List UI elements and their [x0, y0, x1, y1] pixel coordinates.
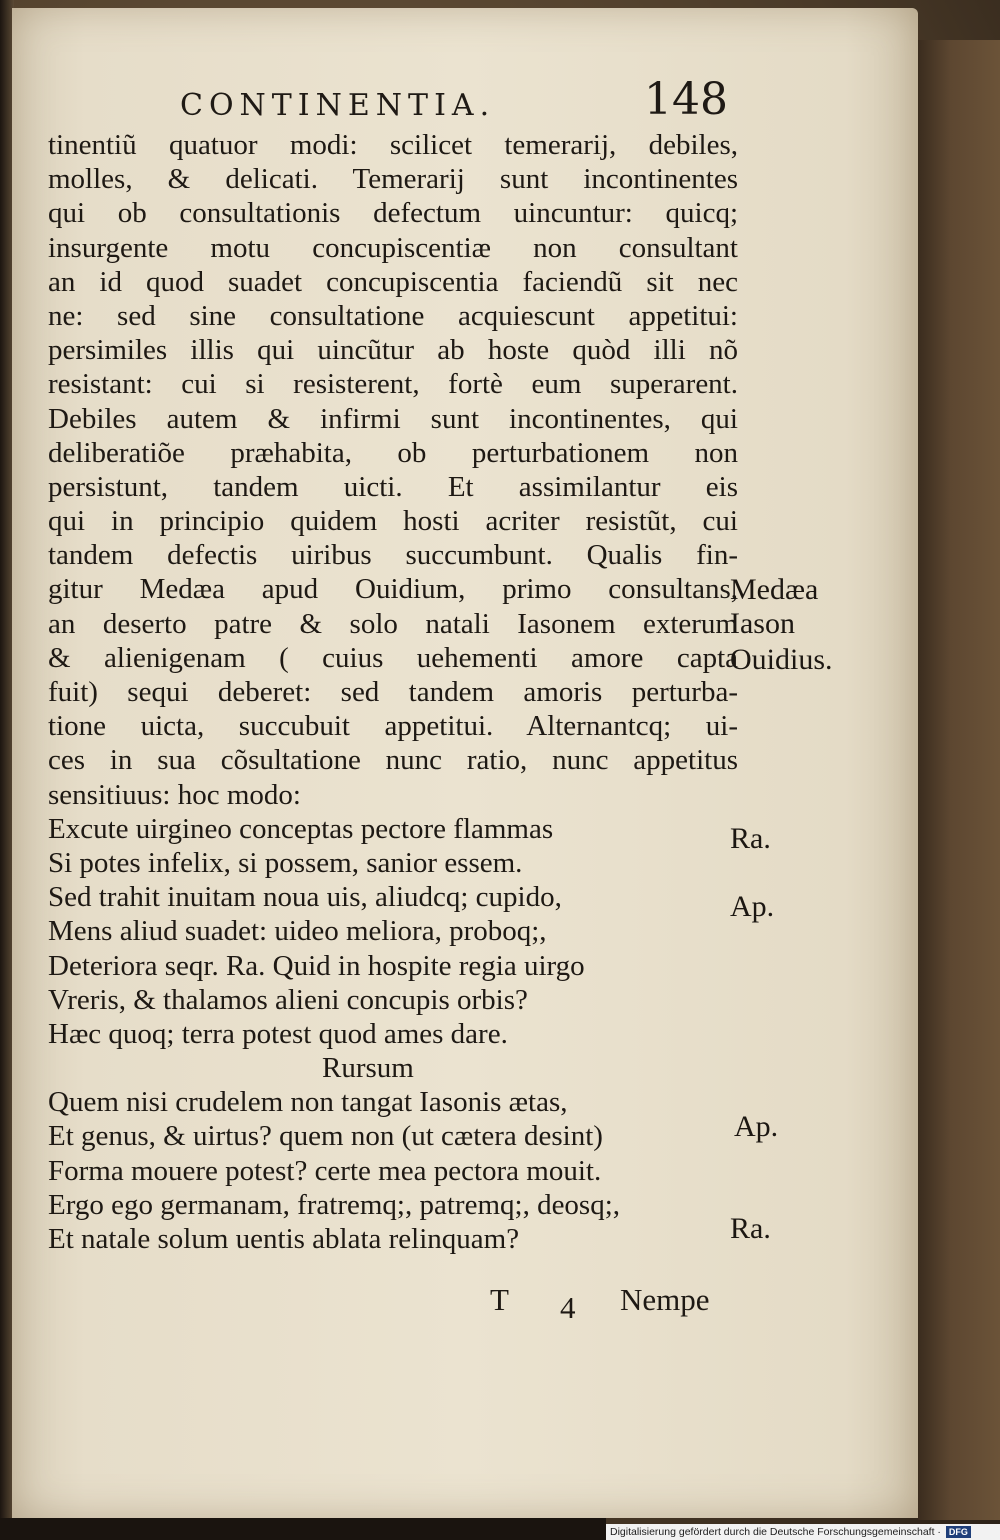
verse-line: Si potes infelix, si possem, sanior essem. [48, 846, 523, 879]
scan-bottom-margin [0, 1518, 606, 1540]
verse-block-a [48, 812, 738, 1051]
text-line: an deserto patre & solo natali Iasonem exterum [48, 607, 738, 640]
margin-note-ouidius: Ouidius. [730, 643, 833, 676]
page-header [180, 74, 740, 128]
verse-line: Forma mouere potest? certe mea pectora mouit. [48, 1154, 602, 1187]
text-line: molles, & delicati. Temerarij sunt incontinentes [48, 163, 738, 196]
text-line: persistunt, tandem uicti. Et assimilantur eis [48, 470, 738, 503]
verse-line: Vreris, & thalamos alieni concupis orbis? [48, 983, 528, 1016]
text-line: & alienigenam ( cuius uehementi amore capta [48, 641, 738, 674]
text-line: insurgente motu concupiscentiæ non consultant [48, 231, 738, 264]
signature-number: 4 [560, 1290, 576, 1325]
section-heading-rursum: Rursum [322, 1052, 414, 1085]
text-line: persimiles illis qui uincũtur ab hoste quòd illi nõ [48, 334, 738, 367]
verse-line: Ergo ego germanam, fratremq;, patremq;, deosq;, [48, 1188, 621, 1221]
margin-note-ap: Ap. [734, 1110, 779, 1143]
text-line: sensitiuus: hoc modo: [48, 778, 301, 811]
text-line: fuit) sequi deberet: sed tandem amoris perturba- [48, 676, 738, 708]
text-line: tione uicta, succubuit appetitui. Alternantcq; ui- [48, 710, 738, 743]
verse-line: Et genus, & uirtus? quem non (ut cætera desint) [48, 1120, 603, 1153]
margin-note-iason: Iason [730, 607, 795, 640]
verse-line: Mens aliud suadet: uideo meliora, proboq;, [48, 915, 547, 948]
main-text-block [48, 128, 738, 1256]
text-line: deliberatiõe præhabita, ob perturbationem non [48, 436, 738, 469]
verse-line: Quem nisi crudelem non tangat Iasonis ætas, [48, 1086, 568, 1119]
verse-line: Excute uirgineo conceptas pectore flammas [48, 812, 554, 845]
dfg-logo: DFG [946, 1526, 971, 1538]
text-line: qui in principio quidem hosti acriter resistũt, cui [48, 505, 738, 538]
verse-line: Deteriora seqr. Ra. Quid in hospite regia uirgo [48, 949, 585, 982]
catchword: Nempe [620, 1282, 710, 1317]
verse-line: Et natale solum uentis ablata relinquam? [48, 1223, 520, 1255]
credit-text: Digitalisierung gefördert durch die Deutsche Forschungsgemeinschaft · [610, 1526, 941, 1538]
verse-line: Sed trahit inuitam noua uis, aliudcq; cupido, [48, 881, 562, 914]
text-line: Debiles autem & infirmi sunt incontinentes, qui [48, 402, 738, 435]
verse-block-b [48, 1085, 738, 1256]
text-line: ces in sua cõsultatione nunc ratio, nunc appetitus [48, 744, 738, 777]
text-line: qui ob consultationis defectum uincuntur: quicq; [48, 197, 738, 230]
digitization-credit [606, 1524, 1000, 1540]
margin-note-ra: Ra. [730, 822, 771, 855]
prose-paragraph [48, 128, 738, 812]
margin-note-ap: Ap. [730, 890, 775, 923]
text-line: gitur Medæa apud Ouidium, primo consultans, [48, 573, 738, 606]
verse-line: Hæc quoq; terra potest quod ames dare. [48, 1017, 508, 1050]
signature-mark: T [490, 1282, 509, 1317]
book-edge-shadow [918, 40, 1000, 1520]
text-line: resistant: cui si resisterent, fortè eum superarent. [48, 368, 738, 401]
page-number: 148 [644, 74, 728, 125]
text-line: ne: sed sine consultatione acquiescunt appetitui: [48, 299, 738, 332]
text-line: an id quod suadet concupiscentia faciendũ sit nec [48, 265, 738, 298]
margin-note-medaea: Medæa [730, 573, 819, 606]
margin-note-ra: Ra. [730, 1212, 771, 1245]
text-line: tandem defectis uiribus succumbunt. Qualis fin- [48, 539, 738, 572]
running-head: CONTINENTIA. [180, 88, 496, 123]
text-line: tinentiũ quatuor modi: scilicet temerarij, debiles, [48, 129, 738, 161]
